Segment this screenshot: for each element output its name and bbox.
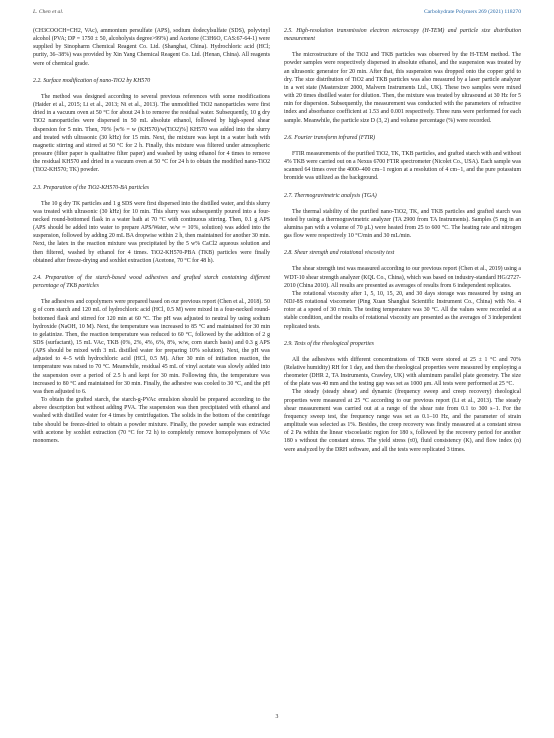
section-heading-2-6: 2.6. Fourier transform infrared (FTIR) (284, 134, 376, 141)
right-column (284, 27, 521, 454)
paragraph-2-3: The 10 g dry TK particles and 1 g SDS were first dispersed into the distilled water, and this slurry was treated with ultrasonic (30 kHz) for 10 min. This slurry was subsequently poured into a four-necked round-bottomed flask in a water bath at 70 °C with continuous stirring. Then, 0.1 g APS (APS should be added into water to prepare APS/Water, w/w = 10%, solution) was added into the suspension, followed by adding 20 mL BA dropwise within 2 h, then maintained for another 30 min. Next, the latex in the reaction mixture was precipitated by the 5 w% CaCl2 aqueous solution and then filtered, washed by ethanol for 4 times. TiO2-KH570-PBA (TKB) particles were finally obtained after freeze-drying and soxhlet extraction (Acetone, 70 °C for 48 h). (33, 200, 270, 264)
paragraph-2-5: The microstructure of the TiO2 and TKB particles was observed by the H-TEM method. The powder samples were respectively dispersed in absolute ethanol, and the suspension was treated by an ultrasonic generator for 20 min. After that, this suspension was dropped onto the copper grid to dry. The size distribution of TiO2 and TKB particles was also measured by a laser particle analyzer in a wet state (Mastersizer 2000, Malvern Instruments Ltd., UK). These two samples were mixed with 20 times distilled water for dilution. Then, the mixture was treated by ultrasound at 30 Hz for 5 min for dispersion. Subsequently, the measurement was conducted with the parameters of refractive index and absorbance coefficient at 1.53 and 0.001 respectively. Three runs were performed for each sample. Meanwhile, the particle size D (3, 2) and volume percentage (%) were recorded. (284, 52, 521, 124)
paragraph-2-8-a: The shear strength test was measured according to our previous report (Chen et al., 2019) using a WDT-10 shear strength analyzer (KQL Co., China), which was based on industry-standard HG/2727-2010 (China 2010). All results are presented as averages of results from 6 independent replicates. (284, 266, 521, 289)
paragraph-2-7: The thermal stability of the purified nano-TiO2, TK, and TKB particles and grafted starch was tested by using a thermogravimetric analyzer (TA 2900 from TA Instruments). Samples (5 mg in an alumina pan with a volume of 70 μL) were heated from 25 to 600 °C. The heating rate and nitrogen gas flow were respectively 10 °C/min and 30 mL/min. (284, 208, 521, 240)
paragraph-materials: (CH3COOCH=CH2, VAc), ammonium persulfate (APS), sodium dodecylsulfate (SDS), polyvinyl alcohol (PVA; DP = 1750 ± 50, alcoholysis degree>99%) and Acetone (C3H6O, CAS:67-64-1) were supplied by Sinopharm Chemical Reagent Co. Ltd. (Shanghai, China). Hydrochloric acid (HCl; purity, 36–38%) was provided by Xin Yang Chemical Reagent Co. Ltd. (Henan, China). All reagents were of chemical grade. (33, 28, 270, 67)
paragraph-2-9-a: All the adhesives with different concentrations of TKB were stored at 25 ± 1 °C and 70% (Relative humidity) RH for 1 day, and then the rheological properties were measured by employing a rheometer (DHR 2, TA Instruments, Crawley, UK) with aluminum parallel plate geometry. The size of the plate was 40 mm and the testing gap was set as 1000 μm. All tests were performed at 25 °C. (284, 356, 521, 388)
section-heading-2-2: 2.2. Surface modification of nano-TiO2 by KH570 (33, 77, 151, 84)
header-authors: L. Chen et al. (33, 9, 64, 15)
section-heading-2-8: 2.8. Shear strength and rotational viscosity test (284, 250, 395, 257)
section-heading-2-3: 2.3. Preparation of the TiO2-KH570-BA particles (33, 184, 150, 191)
section-heading-2-5: 2.5. High-resolution transmission electron microscopy (H-TEM) and particle size distribution measurement (284, 28, 521, 43)
paragraph-2-2: The method was designed according to several previous references with some modifications (Haider et al., 2015; Li et al., 2013; Ni et al., 2013). The unmodified TiO2 nanoparticles were first dried in a vacuum oven at 50 °C for about 24 h to remove the residual water. Subsequently, 10 g dry TiO2 nanoparticles were dispersed in 50 mL absolute ethanol, followed by high-speed shear dispersion for 5 min. Then, 70% [w% = w (KH570)/w(TiO2)%] KH570 was added into the slurry and treated with ultrasonic (30 kHz) for 15 min. Next, the mixture was kept in a water bath with magnetic stirring and stirred at 50 °C for 2 h. Finally, this mixture was filtered under atmospheric pressure (filter paper is qualitative filter paper) and washed by using ethanol for 4 times to remove the residual KH570 and dried in a vacuum oven at 50 °C for 24 h to obtain the modified nano-TiO2 (TiO2-KH570; TK) powder. (33, 93, 270, 174)
running-header (33, 9, 521, 15)
section-heading-2-7: 2.7. Thermogravimetric analysis (TGA) (284, 192, 377, 199)
paragraph-2-8-b: The rotational viscosity after 1, 5, 10, 15, 20, and 30 days storage was measured by using an NDJ-8S rotational viscometer (Ping Xuan Shanghai Scientific Instrument Co., China) with No. 4 rotor at a speed of 30 r/min. The testing temperature was 30 °C. All the values were recorded at a stable condition, and the results of rotational viscosity are presented as the averages of 3 independent replicated tests. (284, 290, 521, 330)
header-journal[interactable]: Carbohydrate Polymers 269 (2021) 118270 (423, 9, 521, 15)
section-heading-2-4: 2.4. Preparation of the starch-based wood adhesives and grafted starch containing different percentage of TKB particles (33, 274, 270, 290)
left-column (33, 27, 270, 445)
page-number: 3 (275, 714, 279, 720)
paragraph-2-4-a: The adhesives and copolymers were prepared based on our previous report (Chen et al., 2018). 50 g of corn starch and 120 mL of hydrochloric acid (HCl, 0.5 M) were mixed in a four-necked round-bottomed flask and stirred for 120 min at 60 °C. The pH was adjusted to neutral by using sodium hydroxide (NaOH, 10 M). Next, the temperature was increased to 85 °C and maintained for 30 min to gelatinize. Then, the reaction temperature was reduced to 60 °C, followed by the addition of 2 g SDS (surfactant), 15 mL VAc, TKB (0%, 2%, 4%, 6%, 8%, w/w, corn starch basis) and 0.3 g APS (APS should be mixed with 3 mL distilled water for preparing 10% solution). Next, the pH was adjusted to 4–5 with hydrochloric acid (HCl, 0.5 M). After 30 min of initiation reaction, the temperature was raised to 70 °C. Meanwhile, residual 45 mL of vinyl acetate was slowly added into the suspension over a period of 2.5 h and kept for 30 min. Following this, the temperature was increased to 80 °C and maintained for 30 min. Finally, the adhesive was cooled to 30 °C, and the pH was then adjusted to 6. (33, 299, 270, 395)
paragraph-2-9-b: The steady (steady shear) and dynamic (frequency sweep and creep recovery) rheological properties were measured at 25 °C according to our previous report (Li et al., 2013). The steady shear measurement was carried out at a range of the shear rate from 0.1 to 300 s−1. For the frequency sweep test, the frequency range was set as 0.1–10 Hz, and the parameter of strain amplitude was selected as 1%. Besides, the creep recovery was firstly measured at a constant stress of 2 Pa within the linear viscoelastic region for 180 s, followed by the recovery period for another 180 s without the constant stress. The yield stress (τ0), fluid consistency (K), and flow index (n) were analyzed by the DRH software, and all the tests were replicated 3 times. (284, 389, 521, 453)
paragraph-2-6: FTIR measurements of the purified TiO2, TK, TKB particles, and grafted starch with and without 4% TKB were carried out on a Nexus 6700 FTIR spectrometer (Nicolet Co., USA). Each sample was scanned 64 times over the 4000–400 cm−1 region at a resolution of 4 cm−1, and the pure potassium bromide was utilized as the background. (284, 150, 521, 182)
section-heading-2-9: 2.9. Tests of the rheological properties (284, 340, 374, 347)
paragraph-2-4-b: To obtain the grafted starch, the starch-g-PVAc emulsion should be prepared according to the above description but without adding PVA. The suspension was then precipitated with ethanol and washed with distilled water for 4 times by centrifugation. The solids in the bottom of the centrifuge tube should be freeze-dried to obtain a powder mixture. Finally, the powder sample was extracted with acetone by soxhlet extraction (70 °C for 72 h) to completely remove homopolymers of VAc monomers. (33, 397, 270, 444)
